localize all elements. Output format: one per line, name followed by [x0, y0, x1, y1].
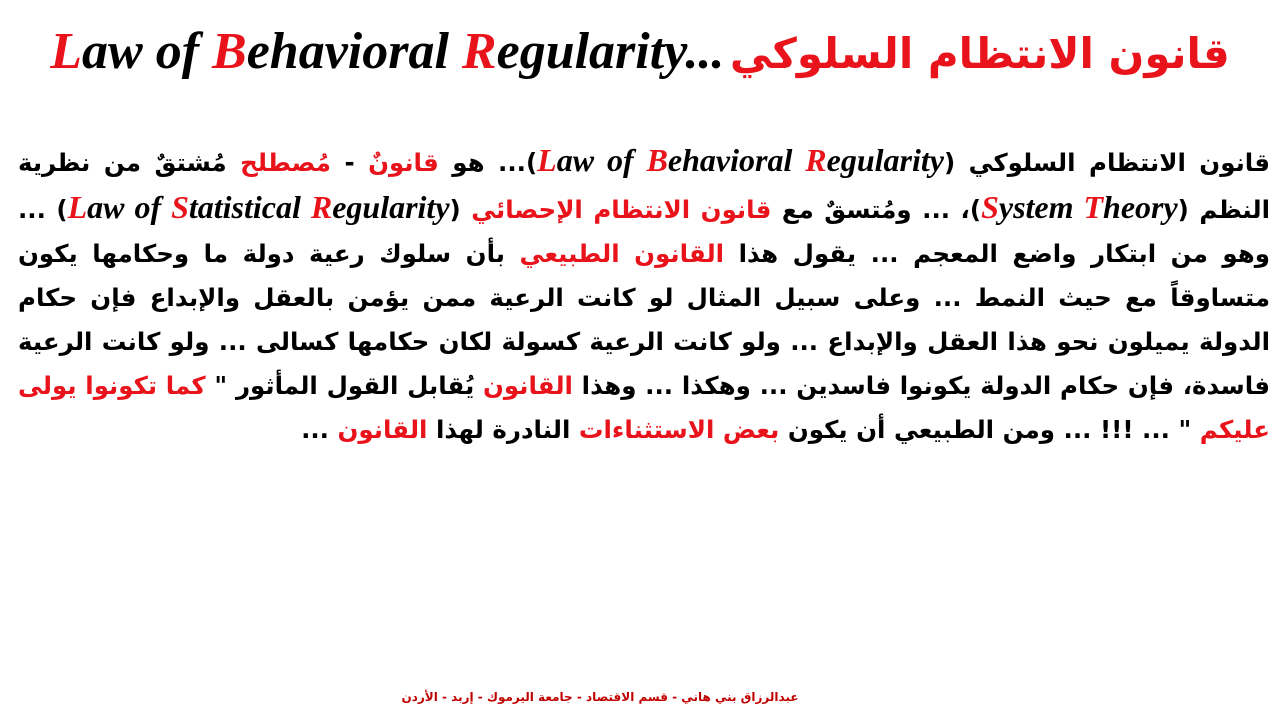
latin-part: ehavioral — [667, 142, 806, 178]
text-run: قانون الانتظام السلوكي ( — [943, 148, 1271, 177]
text-run: " ... !!! ... ومن الطبيعي أن يكون — [779, 415, 1200, 444]
highlight: بعض الاستثناءات — [578, 415, 780, 444]
highlight: القانون — [337, 415, 428, 444]
latin-part: ystem — [998, 189, 1084, 225]
title-cap-l: L — [50, 23, 83, 80]
text-run: )... هو — [438, 148, 538, 177]
slide-title — [0, 22, 1280, 81]
title-part: ehavioral — [246, 23, 462, 80]
latin-cap: L — [537, 142, 557, 178]
latin-part: heory — [1103, 189, 1178, 225]
highlight: قانونٌ — [368, 148, 439, 177]
title-part: aw of — [82, 23, 213, 80]
latin-term-system — [981, 189, 1178, 225]
latin-part: egularity — [826, 142, 944, 178]
text-run: مُشتقٌ من نظرية النظم ( — [18, 148, 1271, 224]
highlight: قانون الانتظام الإحصائي — [471, 195, 772, 224]
latin-cap: T — [1083, 189, 1104, 225]
latin-cap: R — [805, 142, 827, 178]
body-paragraph — [18, 138, 1270, 452]
text-run: النادرة لهذا — [427, 415, 579, 444]
latin-term-statistical — [68, 189, 450, 225]
latin-part: aw of — [87, 189, 172, 225]
title-arabic: قانون الانتظام السلوكي — [729, 29, 1230, 78]
text-run: ... — [301, 415, 338, 444]
latin-cap: B — [646, 142, 668, 178]
highlight: القانون — [483, 371, 573, 400]
latin-cap: R — [310, 189, 333, 225]
highlight: مُصطلح — [240, 148, 331, 177]
text-run: بأن سلوك رعية دولة ما وحكامها يكون متساوقاً مع حيث النمط ... وعلى سبيل المثال لو كانت الرعية ممن يؤمن بالعقل والإبداع فإن حكام الدولة يميلون نحو هذا العقل والإبداع ... ولو كانت الرعية كسولة لكان حكامها كسالى ... ولو كانت الرعية فاسدة، فإن حكام الدولة يكونوا فاسدين ... وهكذا ... وهذا — [18, 239, 1270, 400]
highlight: القانون الطبيعي — [519, 239, 725, 268]
title-part: egularity... — [496, 23, 725, 80]
title-cap-r: R — [461, 23, 497, 80]
title-cap-b: B — [212, 23, 247, 80]
latin-cap: S — [171, 189, 189, 225]
latin-part: egularity — [332, 189, 450, 225]
latin-cap: S — [981, 189, 999, 225]
latin-cap: L — [67, 189, 88, 225]
text-run: ( — [449, 195, 472, 224]
latin-term-behavioral — [537, 142, 944, 178]
title-english — [50, 23, 724, 80]
latin-part: aw of — [556, 142, 647, 178]
text-run: )، ... ومُتسقٌ مع — [771, 195, 982, 224]
highlight: كما تكونوا يولى عليكم — [18, 371, 1270, 444]
latin-part: tatistical — [188, 189, 311, 225]
author-footer: عبدالرزاق بني هاني - قسم الاقتصاد - جامعة اليرموك - إربد - الأردن — [401, 690, 799, 704]
text-run: ) ... وهو من ابتكار واضع المعجم ... يقول هذا — [18, 195, 1270, 268]
text-run: يُقابل القول المأثور " — [205, 371, 484, 400]
text-run: - — [330, 148, 369, 177]
